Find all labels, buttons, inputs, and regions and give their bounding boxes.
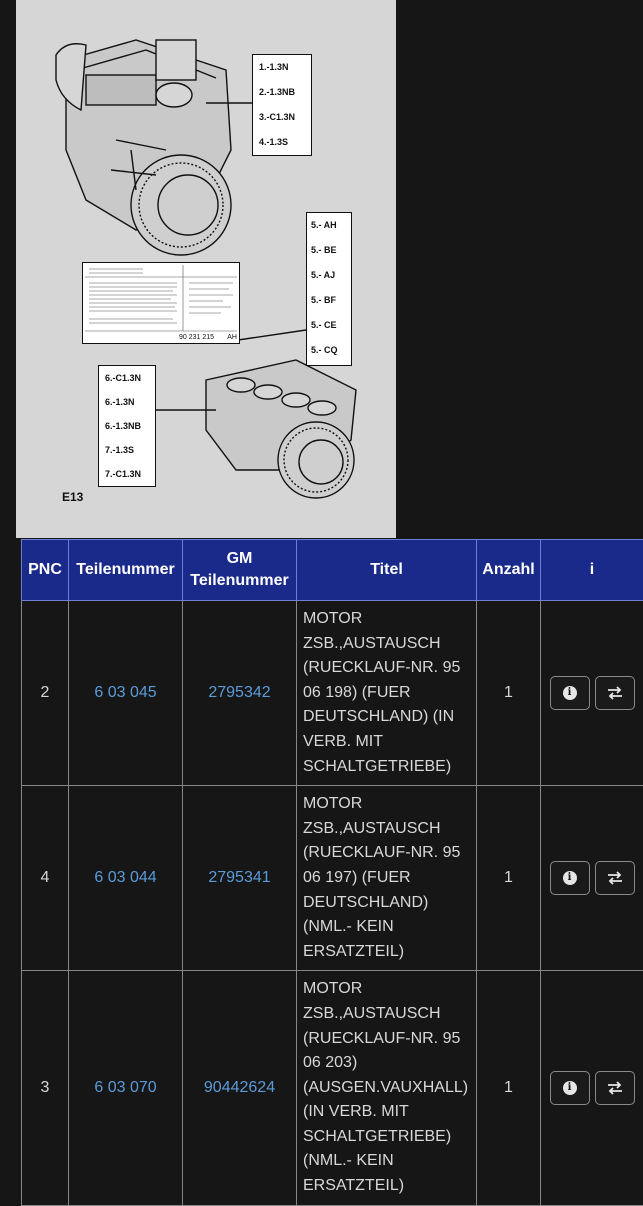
cell-actions: [541, 601, 643, 786]
plate-fine-print: [83, 263, 239, 343]
part-number-link[interactable]: 6 03 070: [69, 971, 183, 1205]
info-icon: i: [563, 686, 577, 700]
info-button[interactable]: [550, 1071, 590, 1105]
table-row: [22, 786, 643, 971]
table-header-row: [22, 540, 643, 601]
variant-code: 3.-C1.3N: [253, 105, 311, 130]
swap-button[interactable]: [595, 1071, 635, 1105]
cell-title: MOTOR ZSB.,AUSTAUSCH (RUECKLAUF-NR. 95 06 198) (FUER DEUTSCHLAND) (IN VERB. MIT SCHALTGETRIEBE): [297, 601, 477, 786]
variant-code: 5.- BE: [307, 238, 351, 263]
swap-arrows-icon: [607, 1081, 623, 1095]
cell-title: MOTOR ZSB.,AUSTAUSCH (RUECKLAUF-NR. 95 06 197) (FUER DEUTSCHLAND) (NML.- KEIN ERSATZTEIL): [297, 786, 477, 971]
plate-part-number: 90 231 215: [179, 334, 214, 341]
variant-code: 6.-1.3NB: [99, 414, 155, 438]
variant-code: 6.-1.3N: [99, 390, 155, 414]
part-number-link[interactable]: 6 03 044: [69, 786, 183, 971]
swap-button[interactable]: [595, 861, 635, 895]
gm-number-link[interactable]: 2795342: [183, 601, 297, 786]
col-header-title: Titel: [297, 540, 477, 601]
cell-title: MOTOR ZSB.,AUSTAUSCH (RUECKLAUF-NR. 95 06 203) (AUSGEN.VAUXHALL) (IN VERB. MIT SCHALTGETRIEBE) (NML.- KEIN ERSATZTEIL): [297, 971, 477, 1205]
col-header-pnc: PNC: [22, 540, 69, 601]
variant-code: 7.-C1.3N: [99, 462, 155, 486]
gm-number-link[interactable]: 2795341: [183, 786, 297, 971]
variant-code: 6.-C1.3N: [99, 366, 155, 390]
table-row: [22, 601, 643, 786]
swap-arrows-icon: [607, 871, 623, 885]
parts-table: [21, 539, 643, 1206]
cell-actions: [541, 786, 643, 971]
cell-pnc: 4: [22, 786, 69, 971]
cell-actions: [541, 971, 643, 1205]
cell-pnc: 3: [22, 971, 69, 1205]
part-number-link[interactable]: 6 03 045: [69, 601, 183, 786]
variant-code: 4.-1.3S: [253, 130, 311, 155]
variant-code: 5.- AH: [307, 213, 351, 238]
swap-button[interactable]: [595, 676, 635, 710]
engine-id-plate: [82, 262, 240, 344]
col-header-gm-number: GM Teilenummer: [183, 540, 297, 601]
col-header-info: i: [541, 540, 643, 601]
figure-label: E13: [62, 490, 83, 504]
cell-pnc: 2: [22, 601, 69, 786]
table-row: [22, 971, 643, 1205]
variant-code: 5.- CE: [307, 313, 351, 338]
plate-code: AH: [227, 334, 237, 341]
info-button[interactable]: [550, 676, 590, 710]
cell-quantity: 1: [477, 601, 541, 786]
variant-code: 5.- BF: [307, 288, 351, 313]
swap-arrows-icon: [607, 686, 623, 700]
variant-code: 5.- AJ: [307, 263, 351, 288]
cell-quantity: 1: [477, 971, 541, 1205]
variant-code: 7.-1.3S: [99, 438, 155, 462]
info-icon: i: [563, 871, 577, 885]
variant-code: 5.- CQ: [307, 338, 351, 363]
variant-code: 2.-1.3NB: [253, 80, 311, 105]
variant-code: 1.-1.3N: [253, 55, 311, 80]
info-icon: i: [563, 1081, 577, 1095]
variant-list-3: [98, 365, 156, 487]
gm-number-link[interactable]: 90442624: [183, 971, 297, 1205]
info-button[interactable]: [550, 861, 590, 895]
col-header-part-number: Teilenummer: [69, 540, 183, 601]
variant-list-2: [306, 212, 352, 366]
exploded-view-diagram: [16, 0, 396, 538]
variant-list-1: [252, 54, 312, 156]
col-header-quantity: Anzahl: [477, 540, 541, 601]
cell-quantity: 1: [477, 786, 541, 971]
